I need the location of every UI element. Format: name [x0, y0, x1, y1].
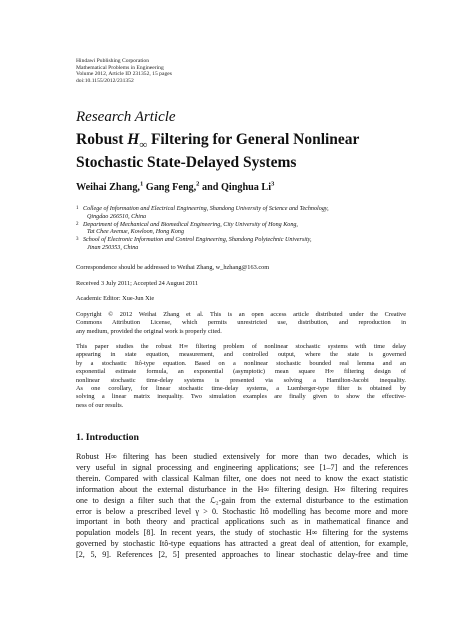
- publisher: Hindawi Publishing Corporation: [76, 58, 150, 64]
- section-heading: 1. Introduction: [76, 432, 139, 443]
- author-list: [76, 181, 274, 193]
- author: Gang Feng,$^2$: [145, 181, 200, 194]
- paper-title: [76, 131, 406, 172]
- author: and Qinghua Li$^3$: [201, 181, 275, 194]
- affiliation: 3 School of Electronic Information and Control Engineering, Shandong Polytechnic University, Jinan 250353, China: [76, 237, 312, 251]
- affiliation: 2 Department of Mechanical and Biomedical Engineering, City University of Hong Kong, Tat Chee Avenue, Kowloon, Hong Kong: [76, 221, 298, 236]
- doi: doi:10.1155/2012/231352: [76, 78, 134, 85]
- abstract: This paper studies the robust H∞ filtering problem of nonlinear stochastic systems with time delay appearing in state equation, measurement, and controlled output, where the state is governed by a stochastic Itô-type equation. Based on a nonlinear stochastic bounded real lemma and an exponential estimate formula, an exponential (asymptotic) mean square H∞ filtering design of nonlinear stochastic time-delay systems is presented via solving a Hamilton-Jacobi inequality. As one corollary, for linear stochastic time-delay systems, a Luenberger-type filter is obtained by solving a linear matrix inequality. Two simulation examples are finally given to show the effective- ness of our results.: [76, 343, 406, 409]
- affiliation: 1 College of Information and Electrical Engineering, Shandong University of Science and Technology, Qingdao 266510, China: [76, 206, 329, 220]
- author: Weihai Zhang,$^1$: [76, 181, 144, 194]
- copyright-notice: Copyright © 2012 Weihai Zhang et al. This is an open access article distributed under the Creative Commons Attribution License, which permits unrestricted use, distribution, and reproduction in any medium, provided the original work is properly cited.: [76, 311, 406, 335]
- title-line-2: Stochastic State-Delayed Systems: [76, 154, 297, 172]
- introduction-body: Robust H∞ filtering has been studied extensively for more than two decades, which is very useful in signal processing and engineering applications; see [1–7] and the references therein. Compared with classical Kalman filter, one does not need to know the exact statistic information about the external disturbance in the H∞ filtering design. H∞ filtering requires one to design a filter such that the ℒ₂-gain from the external disturbance to the estimation error is below a prescribed level γ > 0. Stochastic Itô modelling has become more and more important in both theory and practical applications such as in mathematical finance and population models [8]. In recent years, the study of stochastic H∞ filtering for the systems governed by stochastic Itô-type equations has attracted a great deal of attention, for example, [2, 5, 9]. References [2, 5] presented approaches to linear stochastic delay-free and time: [76, 452, 408, 560]
- received-accepted-dates: Received 3 July 2011; Accepted 24 August 2011: [76, 280, 199, 287]
- article-type: Research Article: [76, 109, 176, 125]
- affiliations: [76, 206, 396, 253]
- title-line-1: Robust $H_\infty$ Filtering for General Nonlinear: [76, 131, 360, 152]
- academic-editor: Academic Editor: Xue-Jun Xie: [76, 295, 155, 302]
- title-math: H: [127, 131, 140, 148]
- journal-name: Mathematical Problems in Engineering: [76, 64, 164, 71]
- journal-header: [76, 58, 172, 85]
- volume-line: Volume 2012, Article ID 231352, 15 pages: [76, 71, 172, 78]
- correspondence: Correspondence should be addressed to Weihai Zhang, w_hzhang@163.com: [76, 264, 270, 271]
